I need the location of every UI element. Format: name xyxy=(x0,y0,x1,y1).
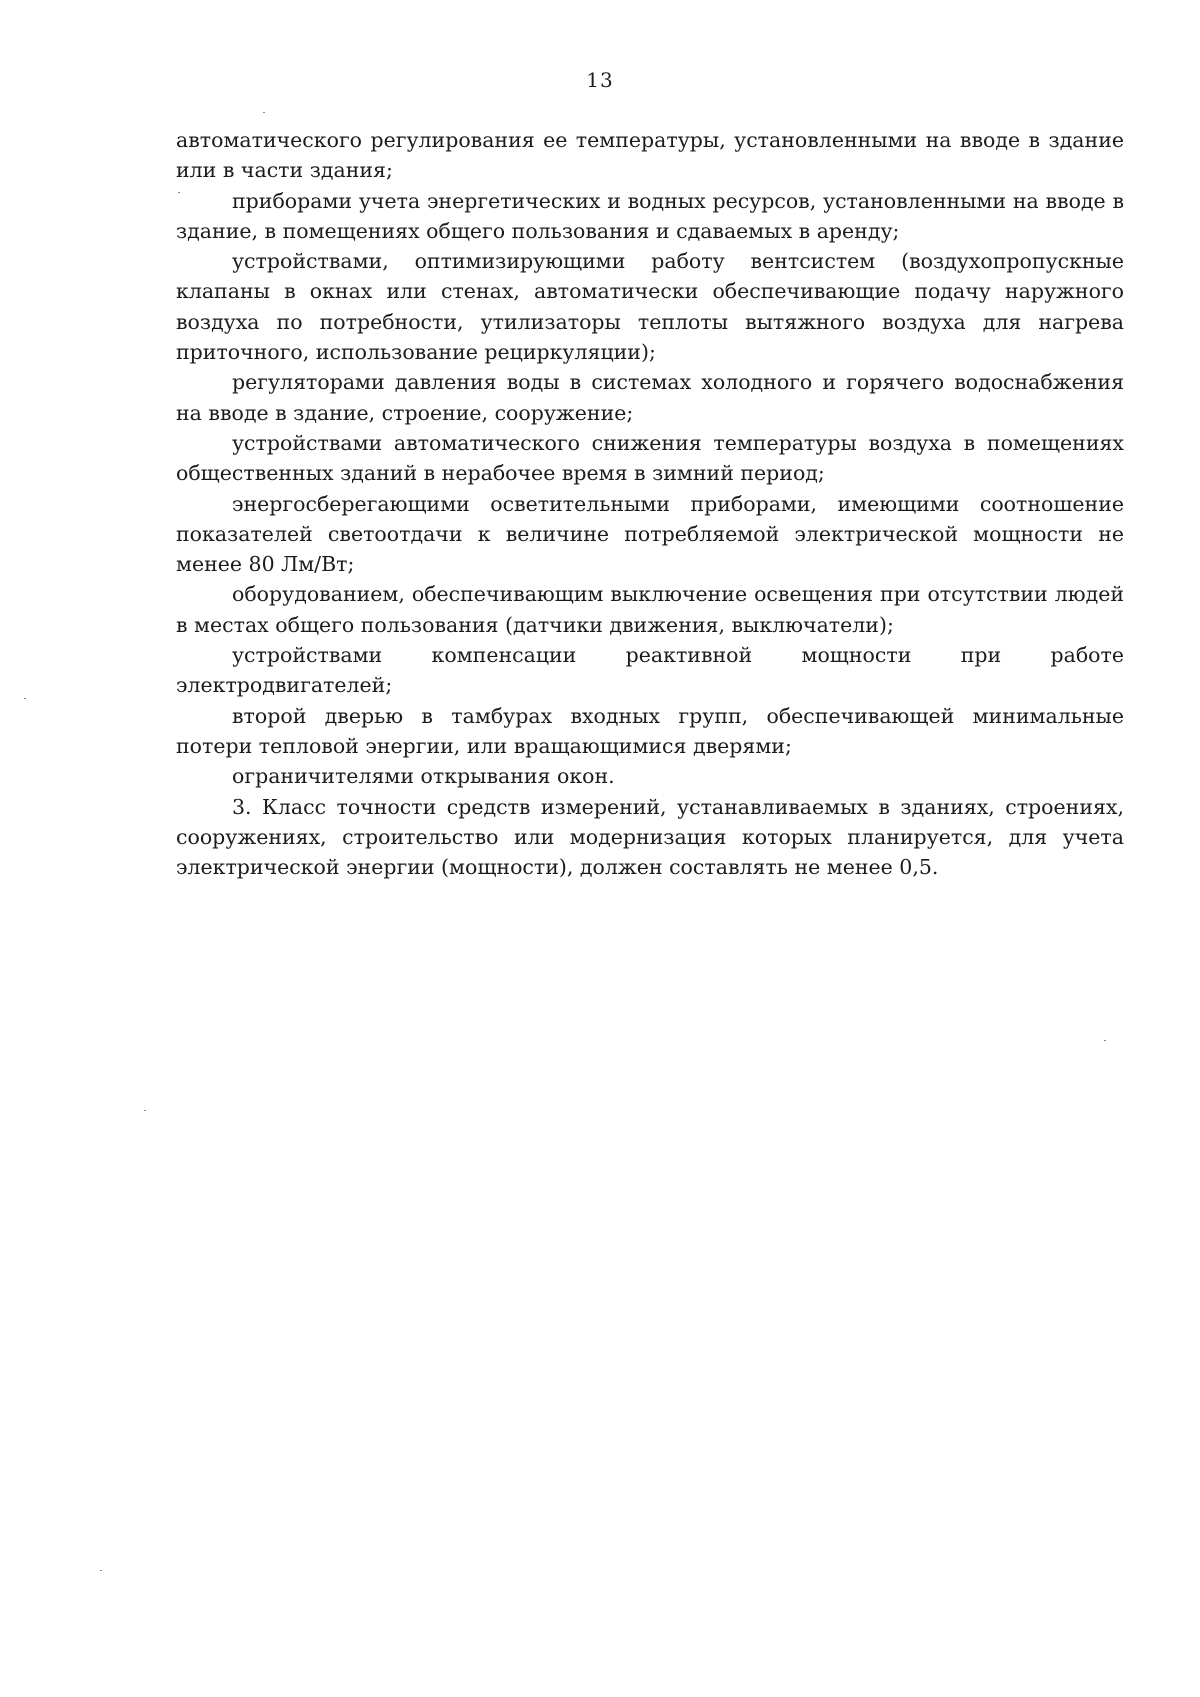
paragraph-metering-devices: приборами учета энергетических и водных ресурсов, установленными на вводе в здание, в помещениях общего пользования и сдаваемых в аренду; xyxy=(176,188,1124,243)
paragraph-energy-saving-lighting: энергосберегающими осветительными приборами, имеющими соотношение показателей светоотдачи к величине потребляемой электрической мощности не менее 80 Лм/Вт; xyxy=(176,491,1124,577)
paragraph-second-door: второй дверью в тамбурах входных групп, обеспечивающей минимальные потери тепловой энергии, или вращающимися дверями; xyxy=(176,703,1124,758)
scan-speck xyxy=(1104,1040,1106,1041)
document-body xyxy=(176,125,1124,882)
paragraph-continuation: автоматического регулирования ее температуры, установленными на вводе в здание или в части здания; xyxy=(176,128,1124,183)
scan-speck xyxy=(100,1570,102,1571)
paragraph-temperature-reduction: устройствами автоматического снижения температуры воздуха в помещениях общественных зданий в нерабочее время в зимний период; xyxy=(176,430,1124,486)
scan-speck xyxy=(263,112,265,113)
paragraph-window-limiters: ограничителями открывания окон. xyxy=(232,764,615,789)
scan-speck xyxy=(144,1110,146,1111)
paragraph-accuracy-class: 3. Класс точности средств измерений, устанавливаемых в зданиях, строениях, сооружениях, строительство или модернизация которых планируется, для учета электрической энергии (мощности), должен составлять не менее 0,5. xyxy=(176,794,1124,880)
paragraph-reactive-power-continuation: электродвигателей; xyxy=(176,673,393,698)
paragraph-lighting-switch-off: оборудованием, обеспечивающим выключение освещения при отсутствии людей в местах общего пользования (датчики движения, выключатели); xyxy=(176,582,1124,637)
paragraph-reactive-power-compensation: устройствами компенсации реактивной мощности при работе xyxy=(232,643,1124,668)
paragraph-water-pressure-regulators: регуляторами давления воды в системах холодного и горячего водоснабжения на вводе в здание, строение, сооружение; xyxy=(176,370,1124,425)
scan-speck xyxy=(24,698,26,699)
scan-speck xyxy=(178,192,180,193)
page-number: 13 xyxy=(586,68,614,92)
paragraph-ventilation-devices: устройствами, оптимизирующими работу вентсистем (воздухопропускные клапаны в окнах или стенах, автоматически обеспечивающие подачу наружного воздуха по потребности, утилизаторы теплоты вытяжного воздуха для нагрева приточного, использование рециркуляции); xyxy=(176,249,1124,365)
